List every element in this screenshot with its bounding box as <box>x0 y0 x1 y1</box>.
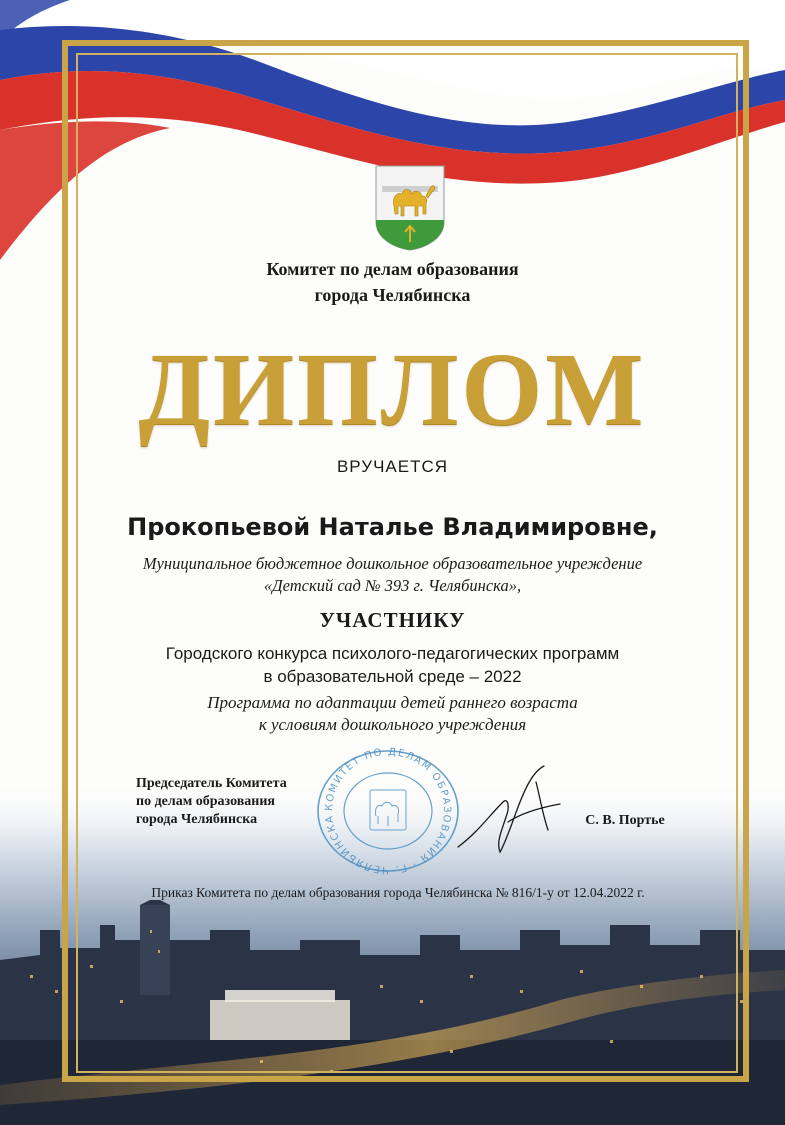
institution-line-1: Муниципальное бюджетное дошкольное образовательное учреждение <box>142 554 643 573</box>
contest-line-2: в образовательной среде – 2022 <box>263 667 522 686</box>
signer-title-line-2: по делам образования <box>136 794 276 809</box>
signer-name: С. В. Портье <box>585 813 665 828</box>
recipient-name: Прокопьевой Наталье Владимировне, <box>127 513 658 541</box>
contest-line-1: Городского конкурса психолого-педагогических программ <box>165 644 620 663</box>
official-seal <box>308 746 468 876</box>
diploma-title: ДИПЛОМ <box>138 332 647 447</box>
committee-line-1: Комитет по делам образования <box>266 259 519 279</box>
participant-label: УЧАСТНИКУ <box>319 608 466 632</box>
committee-line-2: города Челябинска <box>314 285 471 305</box>
stamp-text: КОМИТЕТ ПО ДЕЛАМ ОБРАЗОВАНИЯ · Г. ЧЕЛЯБИНСКА <box>323 746 453 876</box>
committee-name <box>90 256 695 308</box>
handwritten-signature <box>448 762 568 867</box>
program-line-1: Программа по адаптации детей раннего возраста <box>207 693 578 712</box>
institution <box>90 553 695 597</box>
contest-name <box>90 642 695 688</box>
signer-title-line-3: города Челябинска <box>136 812 258 827</box>
program-line-2: к условиям дошкольного учреждения <box>258 715 527 734</box>
institution-line-2: «Детский сад № 393 г. Челябинска», <box>263 576 522 595</box>
awarded-label: ВРУЧАЕТСЯ <box>336 457 449 476</box>
signer-title-line-1: Председатель Комитета <box>136 776 287 791</box>
program-name <box>90 692 695 736</box>
order-reference: Приказ Комитета по делам образования города Челябинска № 816/1-у от 12.04.2022 г. <box>151 885 645 900</box>
chelyabinsk-coat-of-arms-icon <box>374 164 446 252</box>
